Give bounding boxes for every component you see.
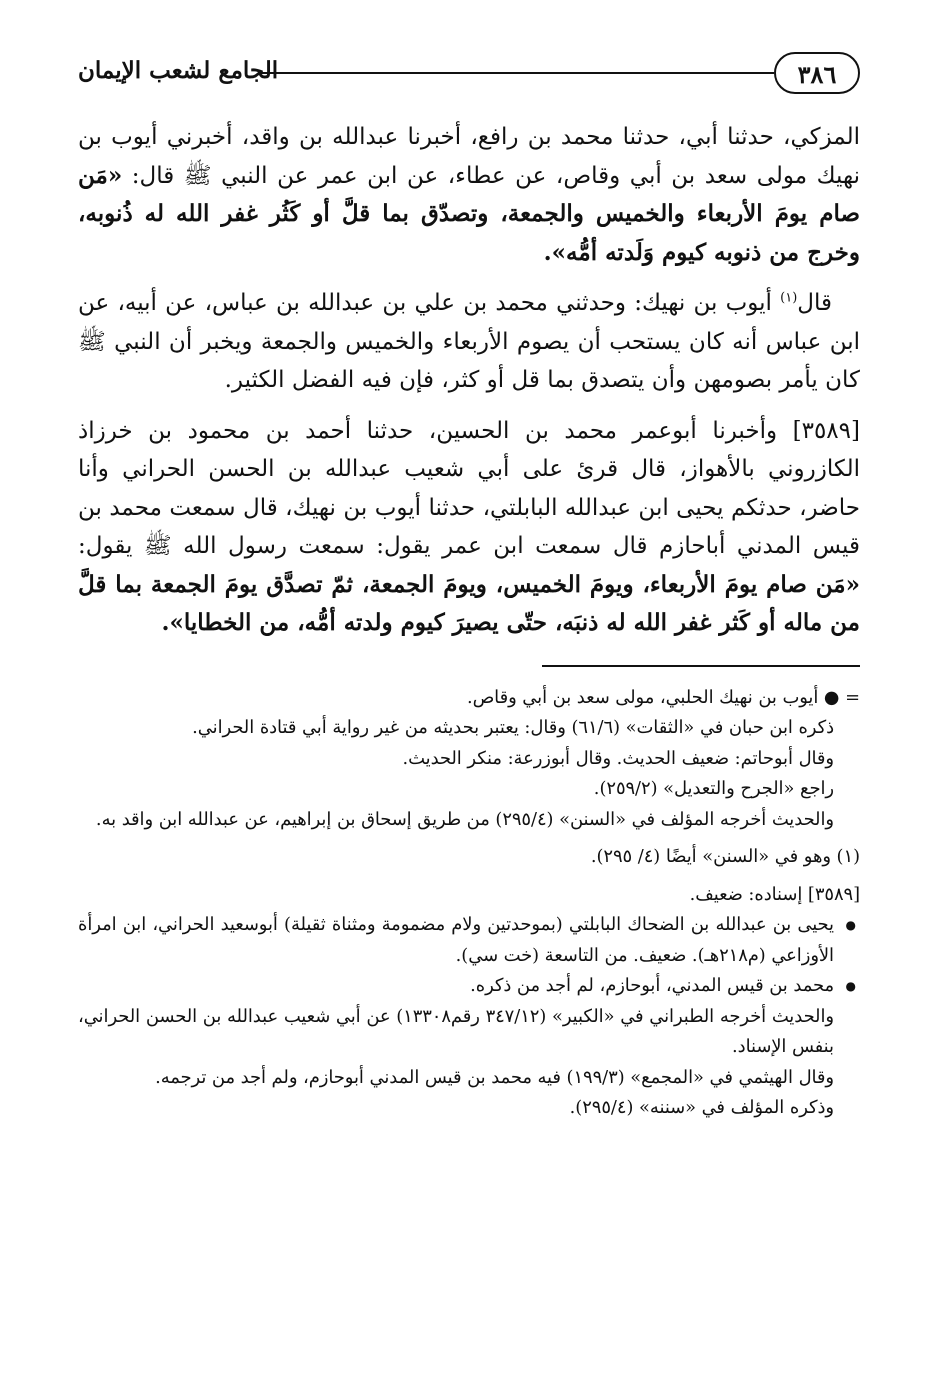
- hadith-matn: «مَن صام يومَ الأربعاء والخميس والجمعة، وتصدّق بما قلَّ أو كَثُر غفر الله له ذُنوبه، وخرج من ذنوبه كيوم وَلَدته أمُّه».: [78, 161, 860, 266]
- footnote-line: والحديث أخرجه المؤلف في «السنن» (٢٩٥/٤) من طريق إسحاق بن إبراهيم، عن عبدالله ابن واقد به.: [95, 808, 834, 830]
- isnad-text: المزكي، حدثنا أبي، حدثنا محمد بن رافع، أخبرنا عبدالله بن واقد، أخبرني أيوب بن نهيك مولى سعد بن أبي وقاص، عن عطاء، عن ابن عمر عن النبي ﷺ قال:: [78, 124, 860, 189]
- footnote-line: = ● أيوب بن نهيك الحلبي، مولى سعد بن أبي وقاص.: [467, 686, 860, 708]
- footnote-line: وقال الهيثمي في «المجمع» (١٩٩/٣) فيه محمد بن قيس المدني أبوحازم، ولم أجد من ترجمه.: [155, 1066, 834, 1088]
- footnote-line: والحديث أخرجه الطبراني في «الكبير» (٣٤٧/١٢ رقم١٣٣٠٨) عن أبي شعيب عبدالله بن الحسن الحراني، بنفس الإسناد.: [78, 1005, 834, 1057]
- footnote-line: [٣٥٨٩] إسناده: ضعيف.: [689, 883, 860, 905]
- footnote-line: ذكره ابن حبان في «الثقات» (٦١/٦) وقال: يعتبر بحديثه من غير رواية أبي قتادة الحراني.: [192, 717, 834, 738]
- book-title: الجامع لشعب الإيمان: [78, 57, 279, 84]
- ibn-abbas-paragraph: [78, 284, 860, 400]
- page-header: [78, 48, 860, 104]
- qala-word: قال: [797, 290, 832, 316]
- book-page: [78, 48, 860, 1124]
- hadith-matn-3589: «مَن صام يومَ الأربعاء، ويومَ الخميس، ويومَ الجمعة، ثمّ تصدَّق يومَ الجمعة بما قلَّ من ماله أو كَثر غفر الله له ذنبَه، حتّى يصيرَ كيوم ولدته أمُّه، من الخطايا».: [78, 570, 860, 636]
- hadith-paragraph-3589: [78, 412, 860, 643]
- footnote-bullet: ● محمد بن قيس المدني، أبوحازم، لم أجد من ذكره.: [78, 971, 860, 1002]
- footnote-separator: [542, 665, 860, 667]
- header-rule: [258, 72, 774, 74]
- footnote-line: وذكره المؤلف في «سننه» (٢٩٥/٤).: [569, 1097, 834, 1118]
- footnote-bullet: ● يحيى بن عبدالله بن الضحاك البابلتي (بموحدتين ولام مضمومة ومثناة ثقيلة) أبوسعيد الحراني، ابن امرأة الأوزاعي (م٢١٨هـ). ضعيف. من التاسعة (خت سي).: [78, 910, 860, 971]
- ibn-abbas-text: أيوب بن نهيك: وحدثني محمد بن علي بن عبدالله بن عباس، عن أبيه، عن ابن عباس أنه كان يستحب أن يصوم الأربعاء والخميس والجمعة ويخبر أن النبي ﷺ كان يأمر بصومهن وأن يتصدق بما قل أو كثر، فإن فيه الفضل الكثير.: [78, 290, 860, 393]
- hadith-paragraph-1: [78, 118, 860, 272]
- footnote-line: وقال أبوحاتم: ضعيف الحديث. وقال أبوزرعة: منكر الحديث.: [402, 747, 834, 769]
- footnote-line: راجع «الجرح والتعديل» (٢٥٩/٢).: [593, 778, 834, 799]
- page-number: ٣٨٦: [774, 52, 860, 94]
- main-text: [78, 118, 860, 643]
- isnad-3589: [٣٥٨٩] وأخبرنا أبوعمر محمد بن الحسين، حدثنا أحمد بن محمود بن خرزاذ الكازروني بالأهواز، قال قرئ على أبي شعيب عبدالله بن الحسن الحراني وأنا حاضر، حدثكم يحيى ابن عبدالله البابلتي، حدثنا أيوب بن نهيك، قال سمعت محمد بن قيس المدني أباحازم قال سمعت ابن عمر يقول: سمعت رسول الله ﷺ يقول:: [78, 417, 860, 559]
- footnotes: [78, 683, 860, 1124]
- footnote-reference: (١): [780, 290, 798, 306]
- footnote-line: (١) وهو في «السنن» أيضًا (٤/ ٢٩٥).: [590, 846, 860, 867]
